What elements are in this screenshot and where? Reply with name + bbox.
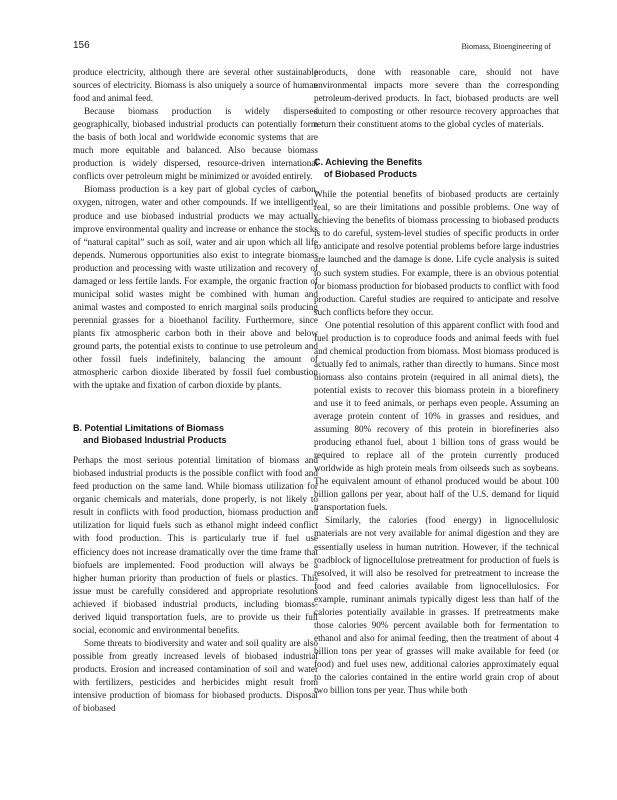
paragraph: Because biomass production is widely dispersed geographically, biobased industrial products can potentially form the basis of both local and worldwide economic systems that are much more equitable and balanced. Also because biomass production is widely dispersed, resource-driven international conflicts over petroleum might be minimized or avoided entirely. [73,106,318,182]
paragraph: One potential resolution of this apparent conflict with food and fuel production is to coproduce foods and animal feeds with fuel and chemical production from biomass. Most biomass produced is actually fed to animals, rather than directly to humans. Since most biomass also contains protein (required in all animal diets), the potential exists to recover this biomass protein in a biorefinery and use it to feed animals, or perhaps even people. Assuming an average protein content of 10% in grasses and residues, and assuming 80% recovery of this protein in biorefineries also producing ethanol fuel, about 1 billion tons of grass would be required to replace all of the protein currently produced worldwide as high protein meals from oilseeds such as soybeans. The equivalent amount of ethanol produced would be about 100 billion gallons per year, about half of the U.S. demand for liquid transportation fuels. [314,319,559,513]
running-head: Biomass, Bioengineering of [461,42,551,51]
paragraph: Biomass production is a key part of global cycles of carbon, oxygen, nitrogen, water and other compounds. If we intelligently produce and use biobased industrial products we may actually improve environmental quality and increase or enhance the stocks of “natural capital” such as soil, water and air upon which all life depends. Numerous opportunities also exist to integrate biomass production and processing with waste utilization and recovery of damaged or less fertile lands. For example, the organic fraction of municipal solid wastes might be combined with human and animal wastes and composted to enrich marginal soils producing perennial grasses for a bioethanol facility. Furthermore, since plants fix atmospheric carbon both in their above and below ground parts, the potential exists to continue to use petroleum and other fossil fuels indefinitely, balancing the amount of atmospheric carbon dioxide liberated by fossil fuel combustion with the uptake and fixation of carbon dioxide by plants. [73,184,318,391]
section-heading-line: of Biobased Products [324,169,418,180]
paragraph: Similarly, the calories (food energy) in lignocellulosic materials are not very available for animal digestion and they are essentially useless in human nutrition. However, if the technical roadblock of lignocellulose pretreatment for production of fuels is resolved, it will also be resolved for pretreatment to increase the food and feed calories available from lignocellulosics. For example, ruminant animals typically digest less than half of the calories potentially available in grasses. If pretreatments make those calories 90% percent available both for fermentation to ethanol and also for animal feeding, then the treatment of about 4 billion tons per year of grasses will make available for feed (or food) and fuel uses new, additional calories approximately equal to the calories contained in the entire world grain crop of about two billion tons per year. Thus while both [314,515,559,696]
paragraph: While the potential benefits of biobased products are certainly real, so are their limitations and possible problems. One way of achieving the benefits of biomass processing to biobased products is to do careful, system-level studies of specific products in order to anticipate and resolve potential problems before large industries are launched and the damage is done. Life cycle analysis is suited to such system studies. For example, there is an obvious potential for biomass production for biobased products to conflict with food production. Careful studies are required to anticipate and resolve such conflicts before they occur. [314,189,559,317]
page-number: 156 [73,40,90,51]
paragraph: products, done with reasonable care, should not have environmental impacts more severe than the corresponding petroleum-derived products. In fact, biobased products are well suited to composting or other resource recovery approaches that return their constituent atoms to the global cycles of materials. [314,67,559,130]
paragraph: Some threats to biodiversity and water and soil quality are also possible from greatly increased levels of biobased industrial products. Erosion and increased contamination of soil and water with fertilizers, pesticides and herbicides might result from intensive production of biomass for biobased products. Disposal of biobased [73,637,318,714]
paragraph: produce electricity, although there are several other sustainable sources of electricity. Biomass is also uniquely a source of human food and animal feed. [73,67,318,104]
section-heading-line: C. Achieving the Benefits [314,157,423,168]
right-column [314,66,559,697]
left-column [73,66,318,715]
paragraph: Perhaps the most serious potential limitation of biomass and biobased industrial products is the possible conflict with food and feed production on the same land. While biomass utilization for organic chemicals and materials, done properly, is not likely to result in conflicts with food production, biomass production and utilization for liquid fuels such as ethanol might indeed conflict with food production. This is particularly true if fuel use efficiency does not increase dramatically over the time frame that biofuels are implemented. Food production will always be a higher human priority than production of fuels or plastics. This issue must be carefully considered and appropriate resolutions achieved if biobased industrial products, including biomass-derived liquid transportation fuels, are to provide us their full social, economic and environmental benefits. [73,455,318,635]
section-heading-line: B. Potential Limitations of Biomass [73,423,225,434]
section-heading-line: and Biobased Industrial Products [83,435,227,446]
section-heading-b [73,422,318,446]
section-heading-c [314,156,559,180]
